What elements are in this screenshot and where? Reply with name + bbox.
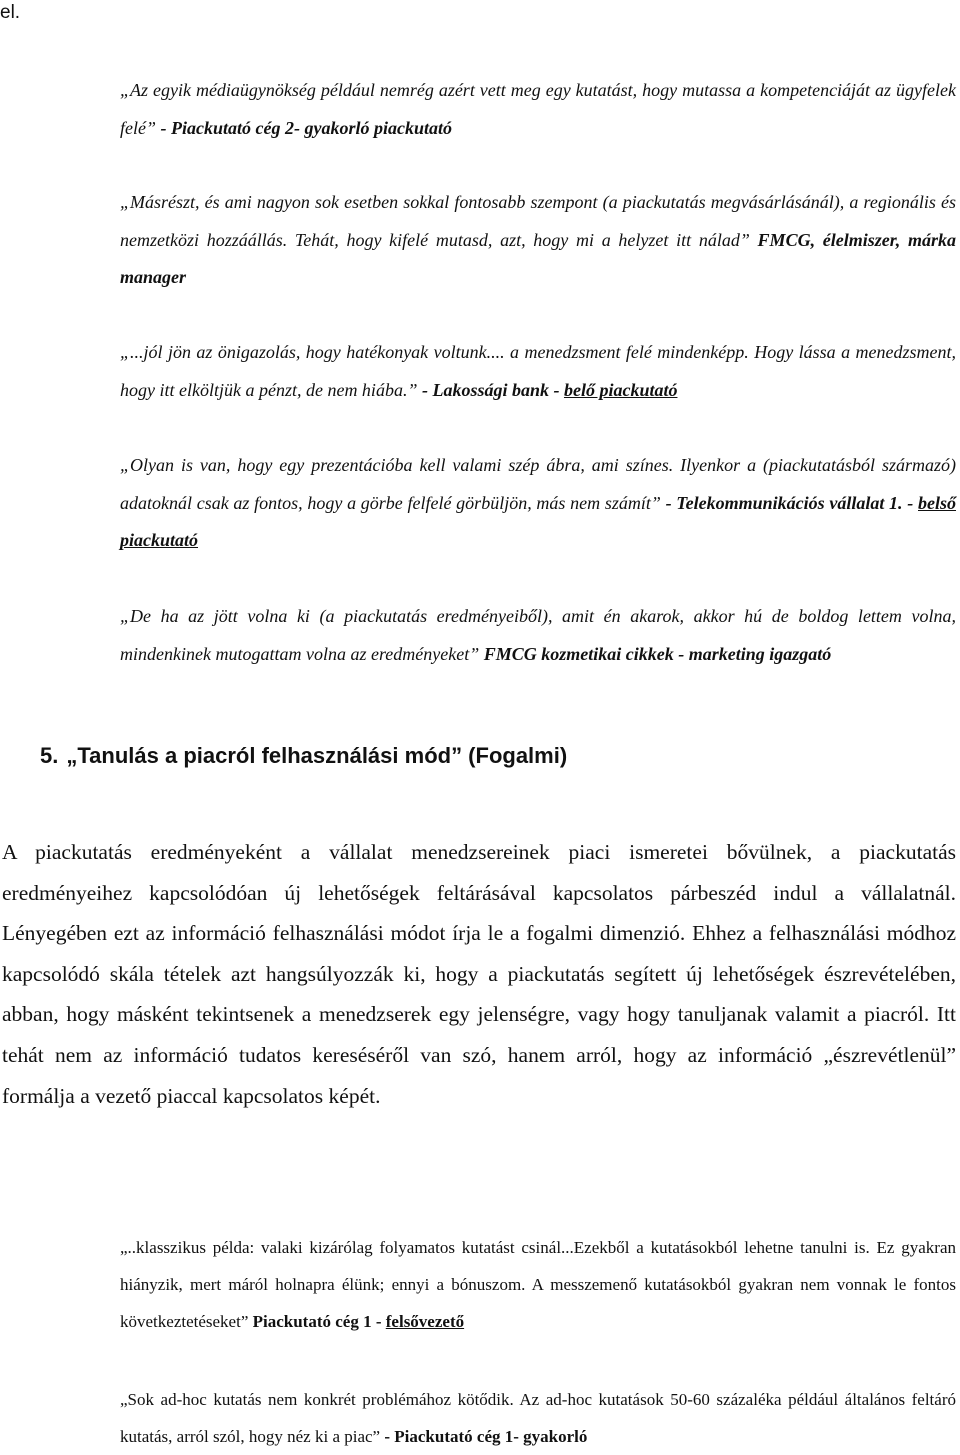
interview-quote-4: [120, 447, 956, 560]
quote-source: FMCG kozmetikai cikkek - marketing igazgató: [479, 643, 832, 664]
quote-text: „..klasszikus példa: valaki kizárólag folyamatos kutatást csinál...Ezekből a kutatásokból lehetne tanulni is. Ez gyakran hiányzik, mert máról holnapra élünk; ennyi a bónuszom. A messzemenő kutatásokból gyakran nem vonnak le fontos következtetéseket”: [120, 1238, 956, 1331]
quote-source-role: felsővezető: [385, 1312, 465, 1331]
quote-source: - Lakossági bank -: [417, 379, 564, 400]
interview-quote-6: [120, 1229, 956, 1340]
quote-source: - Piackutató cég 1- gyakorló: [380, 1427, 588, 1446]
interview-quote-7: [120, 1381, 956, 1455]
quote-text: „...jól jön az önigazolás, hogy hatékonyak voltunk.... a menedzsment felé mindenképp. Hogy lássa a menedzsment, hogy itt elköltjük a pénzt, de nem hiába.”: [120, 342, 956, 400]
section-title: „Tanulás a piacról felhasználási mód” (Fogalmi): [66, 743, 568, 768]
quote-text: „Másrészt, és ami nagyon sok esetben sokkal fontosabb szempont (a piackutatás megvásárlásánál), a regionális és nemzetközi hozzáállás. Tehát, hogy kifelé mutasd, azt, hogy mi a helyzet itt nálad”: [120, 192, 956, 250]
section-heading: [40, 740, 567, 772]
quote-text: „De ha az jött volna ki (a piackutatás eredményeiből), amit én akarok, akkor hú de boldog lettem volna, mindenkinek mutogattam volna az eredményeket”: [120, 606, 956, 664]
interview-quote-5: [120, 598, 956, 673]
section-number: 5.: [40, 743, 59, 768]
quote-source-role: belső piackutató: [120, 492, 956, 550]
quote-source: - Telekommunikációs vállalat 1. -: [660, 492, 918, 513]
page-top-fragment: el.: [0, 2, 21, 23]
interview-quote-3: [120, 334, 956, 409]
interview-quote-1: [120, 72, 956, 147]
quote-text: „Olyan is van, hogy egy prezentációba kell valami szép ábra, ami színes. Ilyenkor a (piackutatásból származó) adatoknál csak az fontos, hogy a görbe felfelé görbüljön, más nem számít”: [120, 455, 956, 513]
interview-quote-2: [120, 184, 956, 297]
body-paragraph: A piackutatás eredményeként a vállalat menedzsereinek piaci ismeretei bővülnek, a piackutatás eredményeihez kapcsolódóan új lehetőségek feltárásával kapcsolatos párbeszéd indul a vállalatnál. Lényegében ezt az információ felhasználási módot írja le a fogalmi dimenzió. Ehhez a felhasználási módhoz kapcsolódó skála tételek azt hangsúlyozzák ki, hogy a piackutatás segített új lehetőségek észrevételében, abban, hogy másként tekintsenek a menedzserek egy jelenségre, vagy hogy tanuljanak valamit a piacról. Itt tehát nem az információ tudatos kereséséről van szó, hanem arról, hogy az információ „észrevétlenül” formálja a vezető piaccal kapcsolatos képét.: [2, 840, 956, 1108]
quote-text: „Az egyik médiaügynökség például nemrég azért vett meg egy kutatást, hogy mutassa a kompetenciáját az ügyfelek felé”: [120, 80, 956, 138]
quote-source: Piackutató cég 1 -: [248, 1312, 386, 1331]
quote-source-role: belő piackutató: [563, 379, 678, 400]
quote-source: FMCG, élelmiszer, márka manager: [120, 229, 956, 287]
quote-text: „Sok ad-hoc kutatás nem konkrét problémához kötődik. Az ad-hoc kutatások 50-60 százaléka például általános feltáró kutatás, arról szól, hogy néz ki a piac”: [120, 1390, 956, 1446]
quote-source: - Piackutató cég 2- gyakorló piackutató: [156, 117, 452, 138]
